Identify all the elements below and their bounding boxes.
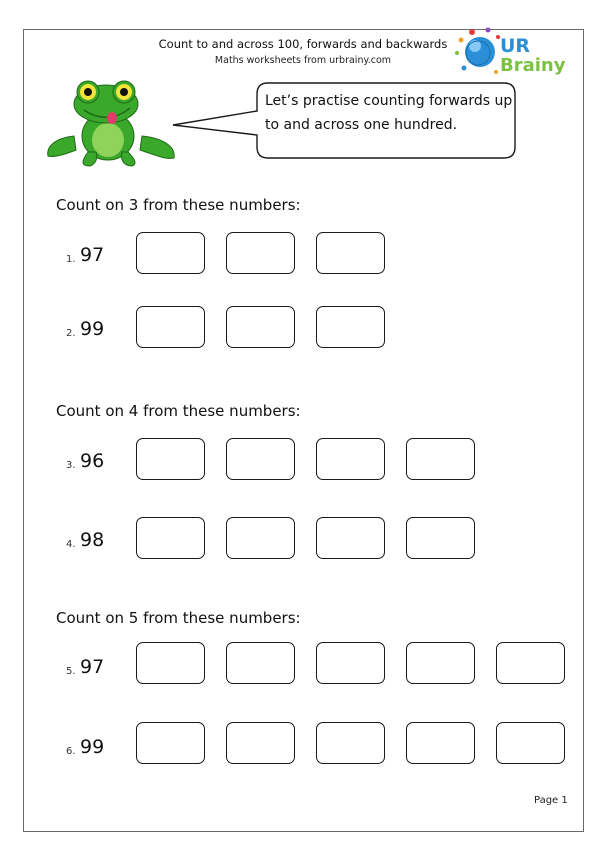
answer-box[interactable]	[316, 517, 385, 559]
answer-box[interactable]	[226, 232, 295, 274]
question-number: 1.	[66, 254, 76, 265]
speech-line-1: Let’s practise counting forwards up	[265, 93, 513, 109]
answer-box[interactable]	[226, 438, 295, 480]
answer-box[interactable]	[496, 722, 565, 764]
answer-box[interactable]	[226, 517, 295, 559]
question-value: 99	[80, 736, 105, 758]
answer-box[interactable]	[316, 232, 385, 274]
answer-box[interactable]	[226, 642, 295, 684]
answer-box[interactable]	[406, 517, 475, 559]
question-value: 98	[80, 529, 105, 551]
worksheet-title: Count to and across 100, forwards and backwards	[158, 37, 448, 51]
urbrainy-logo-icon	[452, 26, 572, 81]
answer-box[interactable]	[136, 306, 205, 348]
answer-box[interactable]	[406, 642, 475, 684]
question-number: 6.	[66, 746, 76, 757]
question-value: 97	[80, 244, 105, 266]
answer-box[interactable]	[316, 722, 385, 764]
frog-icon	[44, 78, 179, 168]
answer-box[interactable]	[136, 517, 205, 559]
answer-box[interactable]	[136, 232, 205, 274]
question-value: 96	[80, 450, 105, 472]
section-heading: Count on 4 from these numbers:	[56, 402, 301, 420]
answer-box[interactable]	[316, 642, 385, 684]
answer-box[interactable]	[406, 722, 475, 764]
logo-text-bottom: Brainy	[500, 55, 566, 76]
answer-box[interactable]	[496, 642, 565, 684]
page-number: Page 1	[534, 795, 568, 806]
answer-box[interactable]	[136, 438, 205, 480]
question-number: 5.	[66, 666, 76, 677]
question-number: 3.	[66, 460, 76, 471]
logo-text-top: UR	[500, 35, 531, 57]
answer-box[interactable]	[136, 722, 205, 764]
speech-line-2: to and across one hundred.	[265, 117, 458, 133]
worksheet-subtitle: Maths worksheets from urbrainy.com	[214, 55, 392, 66]
answer-box[interactable]	[316, 306, 385, 348]
section-heading: Count on 3 from these numbers:	[56, 196, 301, 214]
speech-bubble-text	[265, 89, 513, 137]
question-number: 4.	[66, 539, 76, 550]
answer-box[interactable]	[226, 306, 295, 348]
answer-box[interactable]	[136, 642, 205, 684]
answer-box[interactable]	[316, 438, 385, 480]
answer-box[interactable]	[226, 722, 295, 764]
question-value: 99	[80, 318, 105, 340]
section-heading: Count on 5 from these numbers:	[56, 609, 301, 627]
question-value: 97	[80, 656, 105, 678]
answer-box[interactable]	[406, 438, 475, 480]
question-number: 2.	[66, 328, 76, 339]
